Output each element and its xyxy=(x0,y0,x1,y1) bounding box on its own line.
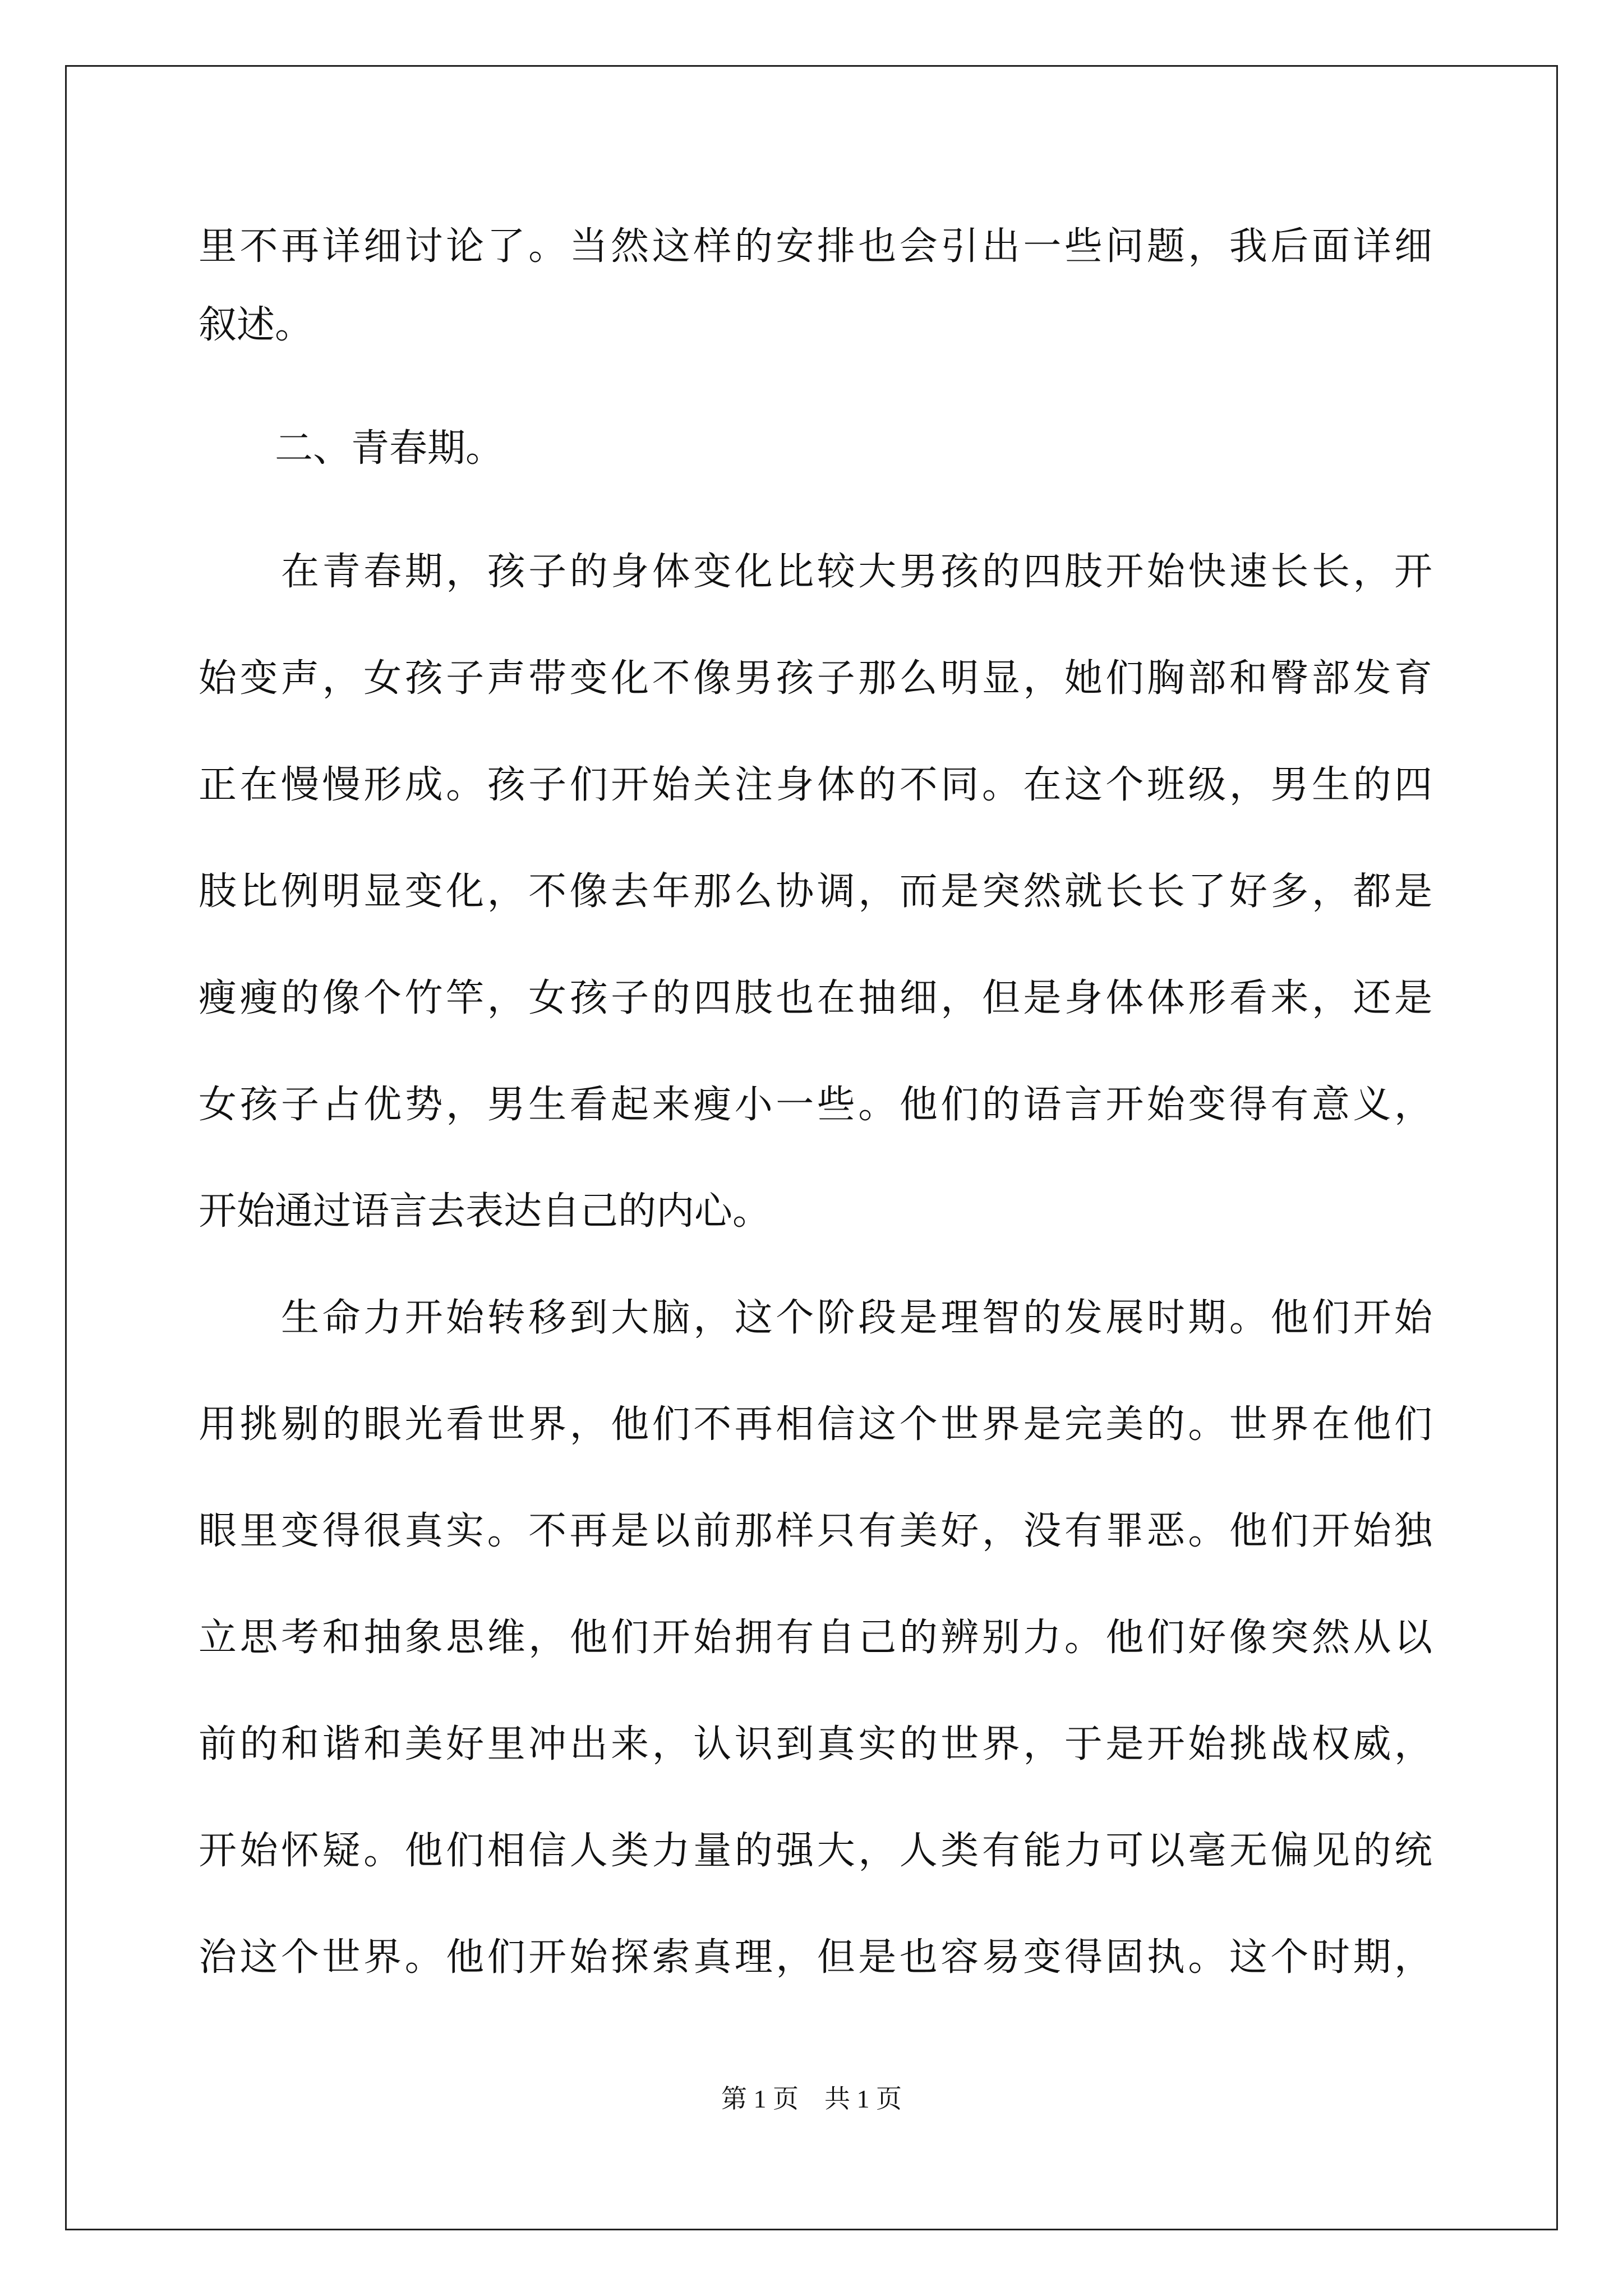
text-line: 在青春期，孩子的身体变化比较大男孩的四肢开始快速长长，开 xyxy=(199,550,1432,594)
text-line: 前的和谐和美好里冲出来，认识到真实的世界，于是开始挑战权威， xyxy=(199,1722,1432,1766)
text-line: 生命力开始转移到大脑，这个阶段是理智的发展时期。他们开始 xyxy=(199,1296,1432,1340)
text-line: 瘦瘦的像个竹竿，女孩子的四肢也在抽细，但是身体体形看来，还是 xyxy=(199,976,1432,1020)
text-line: 眼里变得很真实。不再是以前那样只有美好，没有罪恶。他们开始独 xyxy=(199,1509,1432,1553)
text-line: 肢比例明显变化，不像去年那么协调，而是突然就长长了好多，都是 xyxy=(199,869,1432,914)
text-line: 治这个世界。他们开始探索真理，但是也容易变得固执。这个时期， xyxy=(199,1935,1432,1980)
text-line: 用挑剔的眼光看世界，他们不再相信这个世界是完美的。世界在他们 xyxy=(199,1402,1432,1447)
text-line: 女孩子占优势，男生看起来瘦小一些。他们的语言开始变得有意义， xyxy=(199,1083,1432,1127)
text-line: 正在慢慢形成。孩子们开始关注身体的不同。在这个班级，男生的四 xyxy=(199,763,1432,807)
text-line: 开始通过语言去表达自己的内心。 xyxy=(199,1189,771,1234)
page-border xyxy=(65,65,1558,2230)
text-line: 叙述。 xyxy=(199,303,313,347)
text-line: 立思考和抽象思维，他们开始拥有自己的辨别力。他们好像突然从以 xyxy=(199,1616,1432,1660)
text-line: 开始怀疑。他们相信人类力量的强大，人类有能力可以毫无偏见的统 xyxy=(199,1829,1432,1873)
page-number-footer: 第 1 页 共 1 页 xyxy=(721,2085,902,2113)
section-heading: 二、青春期。 xyxy=(199,426,504,471)
text-line: 里不再详细讨论了。当然这样的安排也会引出一些问题，我后面详细 xyxy=(199,224,1432,269)
text-line: 始变声，女孩子声带变化不像男孩子那么明显，她们胸部和臀部发育 xyxy=(199,656,1432,701)
